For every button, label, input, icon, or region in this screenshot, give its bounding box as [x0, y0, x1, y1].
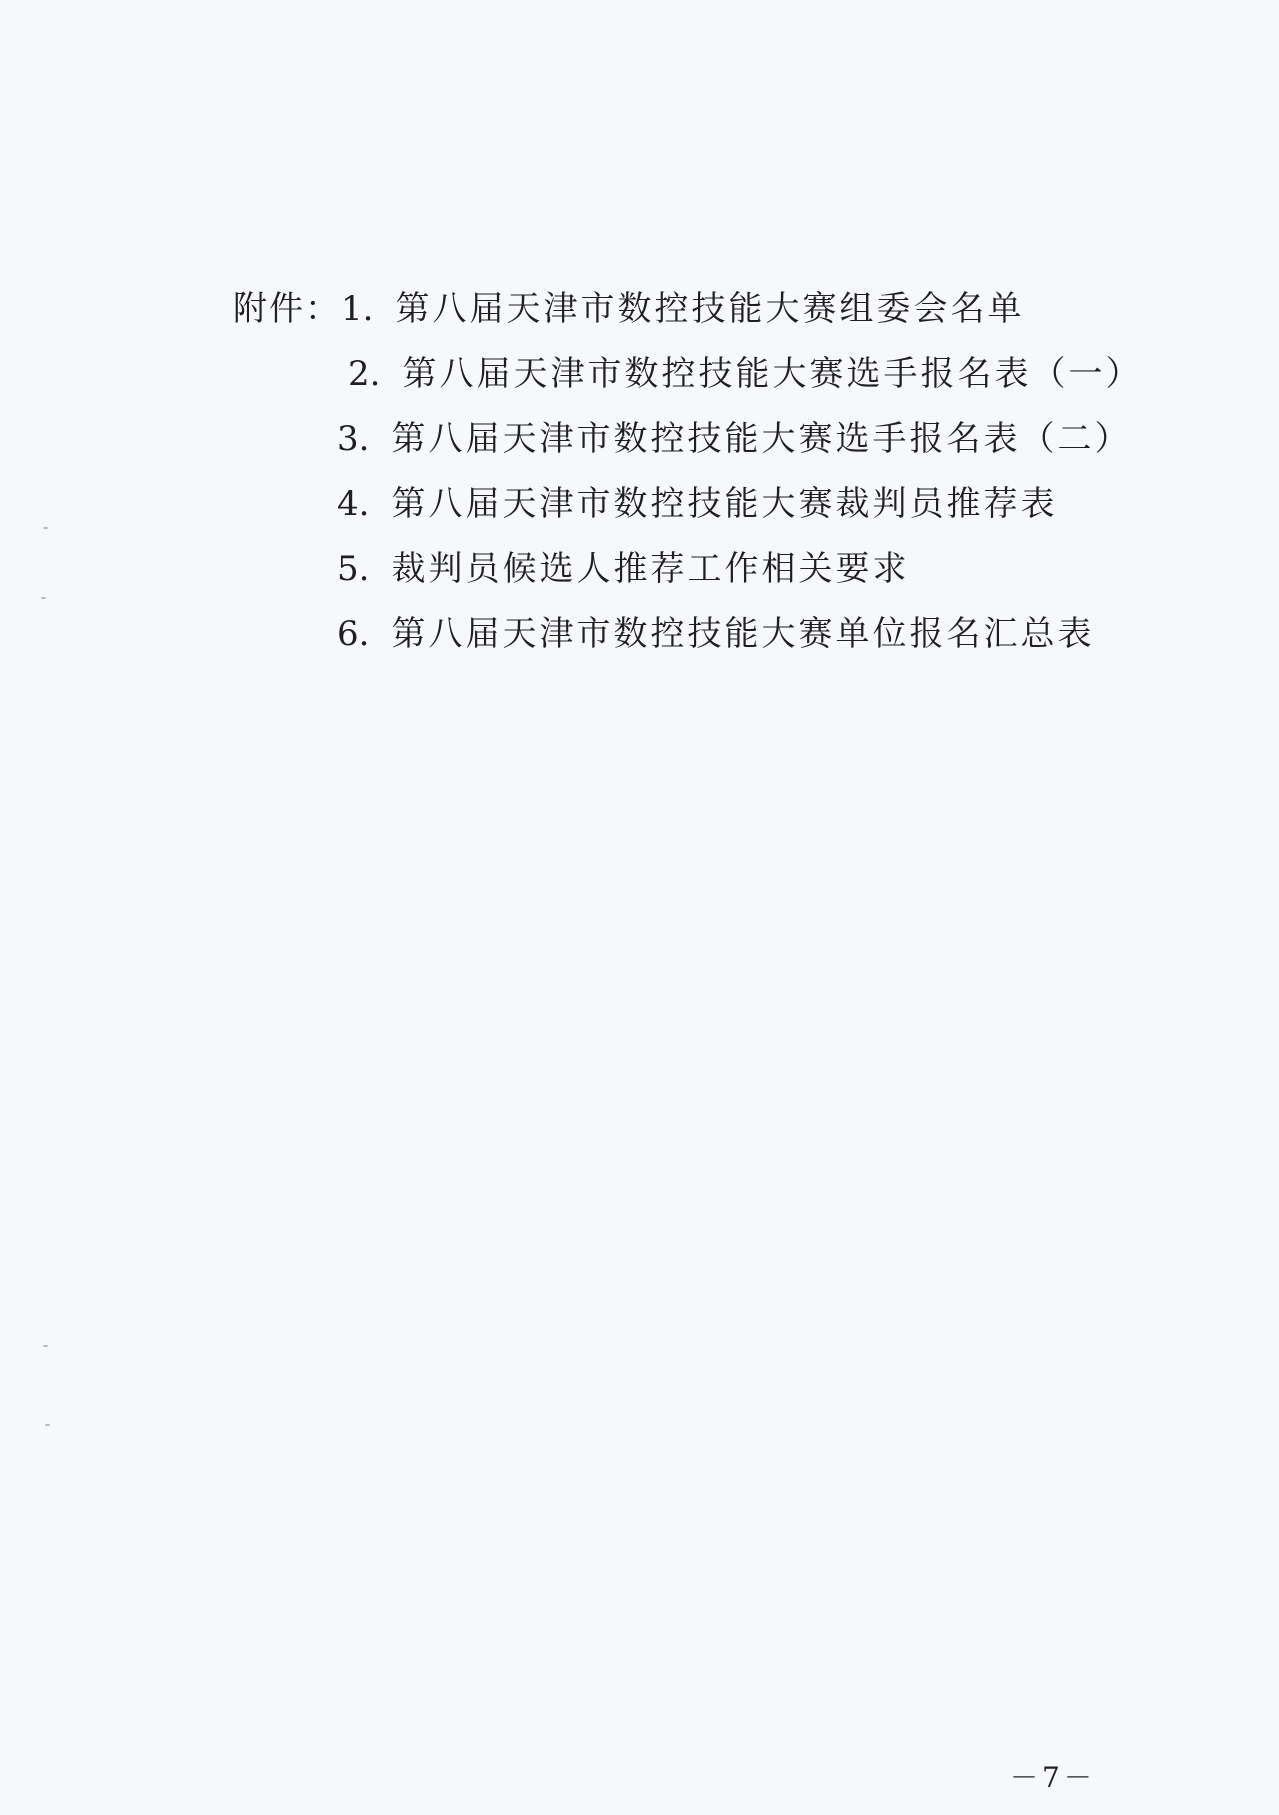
attachment-item-number: 6.: [337, 614, 370, 654]
attachment-item-number: 5.: [337, 549, 370, 589]
attachment-item-number: 4.: [337, 484, 370, 524]
attachment-item-number: 2.: [348, 354, 381, 394]
attachment-item: [348, 352, 1142, 396]
attachment-item-title: 第八届天津市数控技能大赛单位报名汇总表: [391, 614, 1095, 654]
attachment-item: [337, 482, 1057, 526]
attachment-item-title: 第八届天津市数控技能大赛选手报名表（一）: [402, 354, 1143, 394]
attachment-item-title: 裁判员候选人推荐工作相关要求: [391, 549, 910, 589]
attachment-item-number: 1.: [341, 289, 374, 329]
attachment-item-title: 第八届天津市数控技能大赛裁判员推荐表: [391, 484, 1058, 524]
scan-speck: [45, 1424, 50, 1426]
attachment-heading: 附件：: [233, 289, 341, 329]
attachment-item-title: 第八届天津市数控技能大赛组委会名单: [395, 289, 1025, 329]
scan-speck: [43, 527, 48, 529]
attachment-item: [337, 612, 1094, 656]
attachment-item-number: 3.: [337, 419, 370, 459]
attachment-item: [337, 547, 909, 591]
scan-speck: [41, 597, 46, 599]
attachment-item: [341, 287, 1024, 331]
attachment-item-title: 第八届天津市数控技能大赛选手报名表（二）: [391, 419, 1132, 459]
attachment-item: [337, 417, 1131, 461]
page-number: －7－: [1010, 1761, 1096, 1794]
scan-speck: [43, 1345, 48, 1347]
